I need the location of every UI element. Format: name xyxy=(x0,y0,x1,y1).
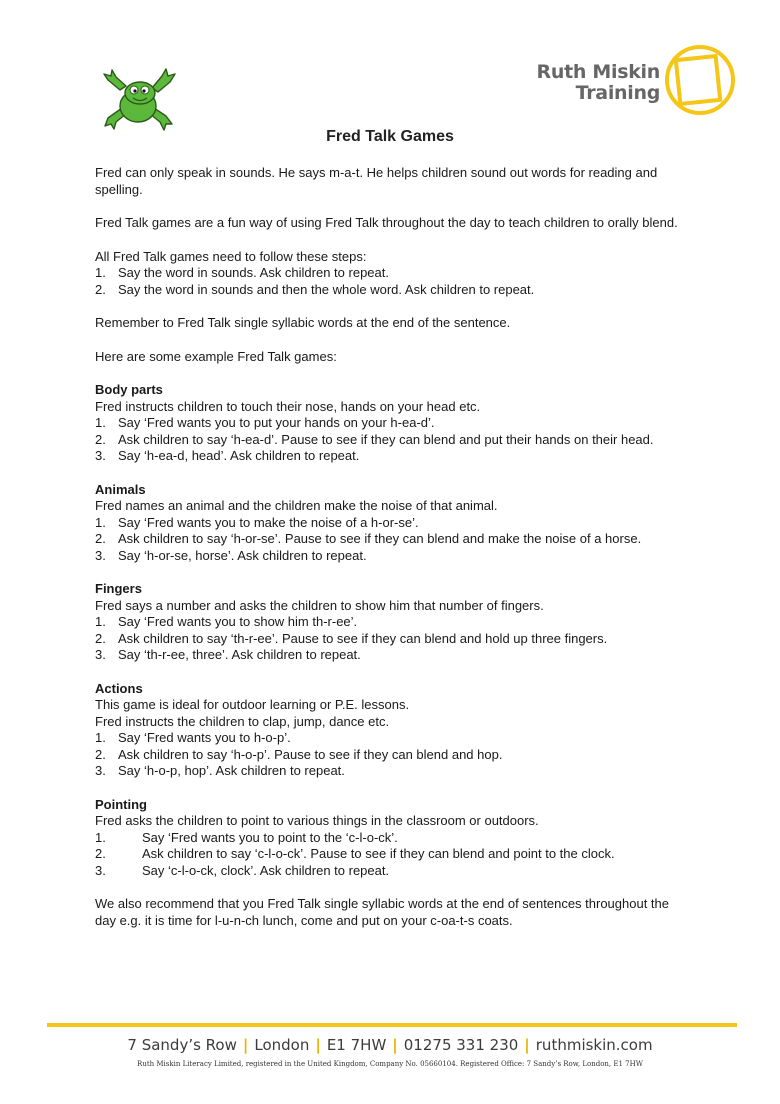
section-heading-pointing: Pointing xyxy=(95,796,147,812)
footer-city: London xyxy=(254,1036,310,1054)
document-body xyxy=(95,165,685,929)
list-item: 1. Say ‘Fred wants you to put your hands on your h-ea-d’. xyxy=(95,415,435,430)
page-title: Fred Talk Games xyxy=(326,128,454,145)
logo-line-1: Ruth Miskin xyxy=(536,61,660,83)
section-description: Fred names an animal and the children make the noise of that animal. xyxy=(95,498,498,513)
footer-address: 7 Sandy’s Row xyxy=(127,1036,237,1054)
section-heading-body-parts: Body parts xyxy=(95,382,163,397)
list-item: 1. Say ‘Fred wants you to make the noise of a h-or-se’. xyxy=(95,514,419,530)
game-steps xyxy=(95,415,685,465)
examples-intro: Here are some example Fred Talk games: xyxy=(95,348,337,364)
section-description: Fred instructs children to touch their nose, hands on your head etc. xyxy=(95,398,481,414)
section-heading-fingers: Fingers xyxy=(95,581,142,596)
footer-website-link[interactable]: ruthmiskin.com xyxy=(535,1036,653,1054)
section-description: This game is ideal for outdoor learning or P.E. lessons. xyxy=(95,697,410,712)
remember-note: Remember to Fred Talk single syllabic words at the end of the sentence. xyxy=(95,315,511,330)
steps-list xyxy=(95,265,685,298)
closing-paragraph: We also recommend that you Fred Talk single syllabic words at the end of sentences throughout the day e.g. it is time for l-u-n-ch lunch, come and put on your c-oa-t-s coats. xyxy=(95,896,670,928)
list-item: 2. Ask children to say ‘th-r-ee’. Pause to see if they can blend and hold up three fingers. xyxy=(95,630,608,646)
footer-legal: Ruth Miskin Literacy Limited, registered in the United Kingdom, Company No. 05660104. Registered Office: 7 Sandy’s Row, London, E1 7HW xyxy=(137,1060,643,1068)
list-item: 3. Say ‘th-r-ee, three’. Ask children to repeat. xyxy=(95,647,361,662)
logo-line-2: Training xyxy=(575,82,660,104)
footer-postcode: E1 7HW xyxy=(326,1036,387,1054)
section-heading-animals: Animals xyxy=(95,481,146,497)
game-steps xyxy=(95,515,685,565)
logo-square-icon xyxy=(662,40,740,120)
list-item: 3. Say ‘h-ea-d, head’. Ask children to repeat. xyxy=(95,448,360,463)
list-item: 1. Say ‘Fred wants you to point to the ‘c-l-o-ck’. xyxy=(95,829,398,845)
list-item: 1. Say ‘Fred wants you to h-o-p’. xyxy=(95,730,291,745)
footer-phone: 01275 331 230 xyxy=(403,1036,519,1054)
list-item: 2. Say the word in sounds and then the whole word. Ask children to repeat. xyxy=(95,281,535,297)
section-description: Fred asks the children to point to various things in the classroom or outdoors. xyxy=(95,813,539,828)
list-item: 2. Ask children to say ‘c-l-o-ck’. Pause to see if they can blend and point to the clock. xyxy=(95,846,615,861)
ruth-miskin-logo xyxy=(530,40,740,120)
list-item: 1. Say the word in sounds. Ask children to repeat. xyxy=(95,265,389,280)
section-heading-actions: Actions xyxy=(95,680,143,696)
list-item: 2. Ask children to say ‘h-ea-d’. Pause to see if they can blend and put their hands on their head. xyxy=(95,431,654,447)
game-steps xyxy=(95,830,685,880)
footer-contact: 7 Sandy’s Row | London | E1 7HW | 01275 331 230 | ruthmiskin.com xyxy=(127,1036,653,1054)
steps-intro: All Fred Talk games need to follow these steps: xyxy=(95,248,367,264)
section-description: Fred instructs the children to clap, jump, dance etc. xyxy=(95,713,390,729)
list-item: 1. Say ‘Fred wants you to show him th-r-ee’. xyxy=(95,614,358,629)
intro-paragraph-1: Fred can only speak in sounds. He says m-a-t. He helps children sound out words for reading and spelling. xyxy=(95,165,658,197)
list-item: 3. Say ‘c-l-o-ck, clock’. Ask children to repeat. xyxy=(95,862,390,878)
intro-paragraph-2: Fred Talk games are a fun way of using Fred Talk throughout the day to teach children to orally blend. xyxy=(95,215,678,230)
list-item: 3. Say ‘h-o-p, hop’. Ask children to repeat. xyxy=(95,763,345,778)
game-steps xyxy=(95,614,685,664)
list-item: 2. Ask children to say ‘h-o-p’. Pause to see if they can blend and hop. xyxy=(95,746,503,762)
list-item: 2. Ask children to say ‘h-or-se’. Pause to see if they can blend and make the noise of a horse. xyxy=(95,531,642,546)
game-steps xyxy=(95,730,685,780)
section-description: Fred says a number and asks the children to show him that number of fingers. xyxy=(95,597,544,613)
list-item: 3. Say ‘h-or-se, horse’. Ask children to repeat. xyxy=(95,547,367,563)
footer-divider xyxy=(47,1023,737,1027)
